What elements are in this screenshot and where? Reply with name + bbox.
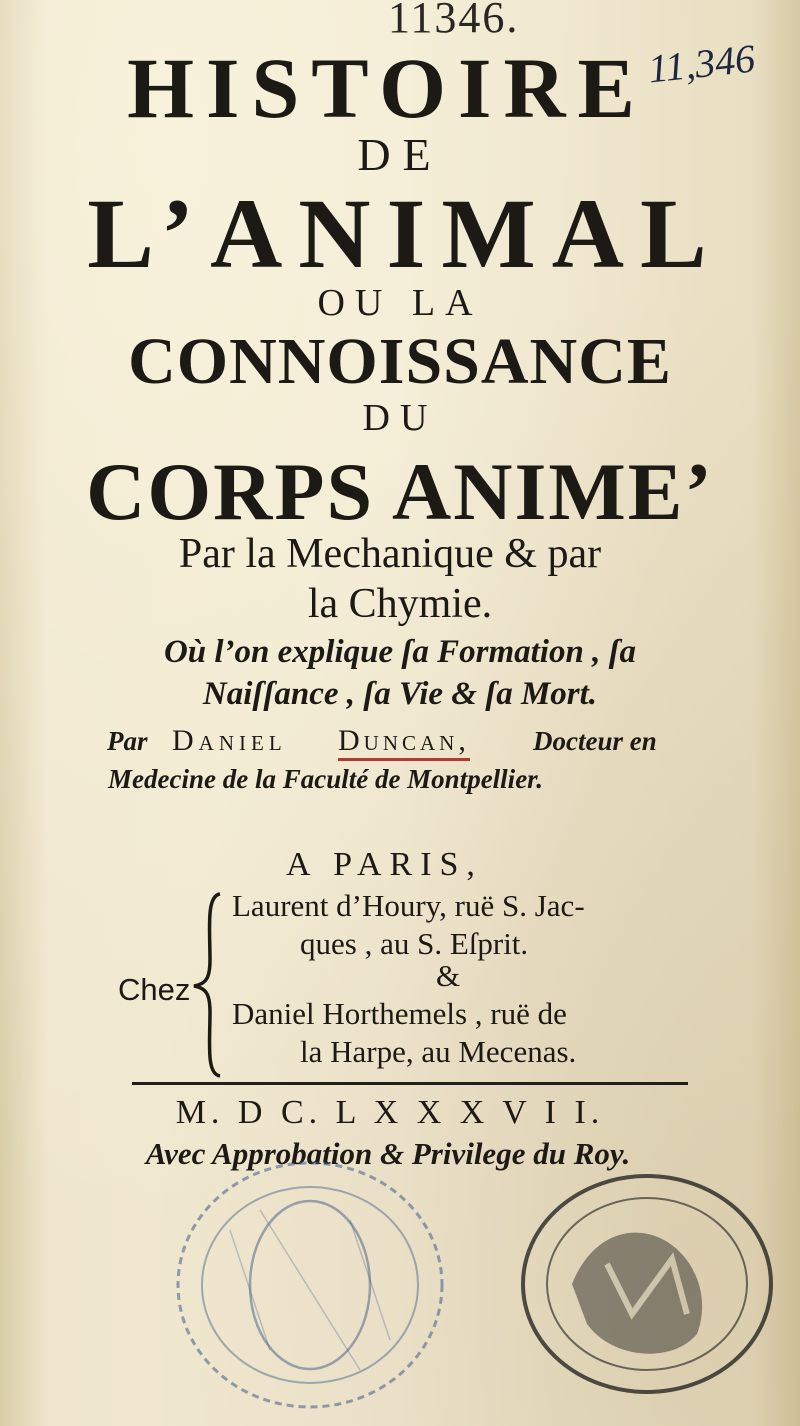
- description-line-2: Naiſſance , ſa Vie & ſa Mort.: [202, 676, 598, 712]
- round-school-stamp: [512, 1164, 782, 1404]
- oval-library-stamp: [160, 1150, 460, 1420]
- title-line-du: DU: [362, 397, 438, 439]
- author-by: Par: [107, 726, 148, 756]
- printed-shelfmark: 11346.: [388, 0, 520, 42]
- publication-date: M. D C. L X X X V I I.: [175, 1094, 605, 1131]
- imprint-line-4: Daniel Horthemels , ruë de: [232, 996, 567, 1031]
- title-line-connoissance: CONNOISSANCE: [128, 325, 672, 398]
- imprint-line-1: Laurent d’Houry, ruë S. Jac-: [232, 888, 585, 923]
- imprint-line-3: &: [436, 958, 461, 993]
- imprint-chez: Chez: [118, 972, 191, 1007]
- imprint-line-2: ques , au S. Eſprit.: [300, 926, 529, 961]
- author-title-1: Docteur en: [533, 726, 657, 756]
- subtitle-line-1: Par la Mechanique & par: [178, 531, 602, 577]
- imprint-brace: [190, 890, 230, 1080]
- imprint-rule: [132, 1082, 688, 1085]
- imprint-city: A PARIS,: [286, 846, 483, 883]
- privilege-line: Avec Approbation & Privilege du Roy.: [145, 1136, 631, 1171]
- author-last-name: Duncan,: [338, 724, 470, 761]
- title-line-ou-la: OU LA: [317, 282, 483, 324]
- title-line-de: DE: [357, 129, 443, 180]
- author-first-name: Daniel: [172, 724, 287, 757]
- description-line-1: Où l’on explique ſa Formation , ſa: [163, 634, 637, 670]
- title-line-corps-anime: CORPS ANIME’: [86, 446, 714, 537]
- subtitle-line-2: la Chymie.: [307, 581, 493, 627]
- author-title-2: Medecine de la Faculté de Montpellier.: [108, 764, 543, 794]
- handwritten-shelfmark: 11,346: [645, 35, 758, 92]
- imprint-line-5: la Harpe, au Mecenas.: [300, 1034, 577, 1069]
- title-line-animal: L’ANIMAL: [87, 178, 723, 289]
- title-line-histoire: HISTOIRE: [127, 40, 647, 136]
